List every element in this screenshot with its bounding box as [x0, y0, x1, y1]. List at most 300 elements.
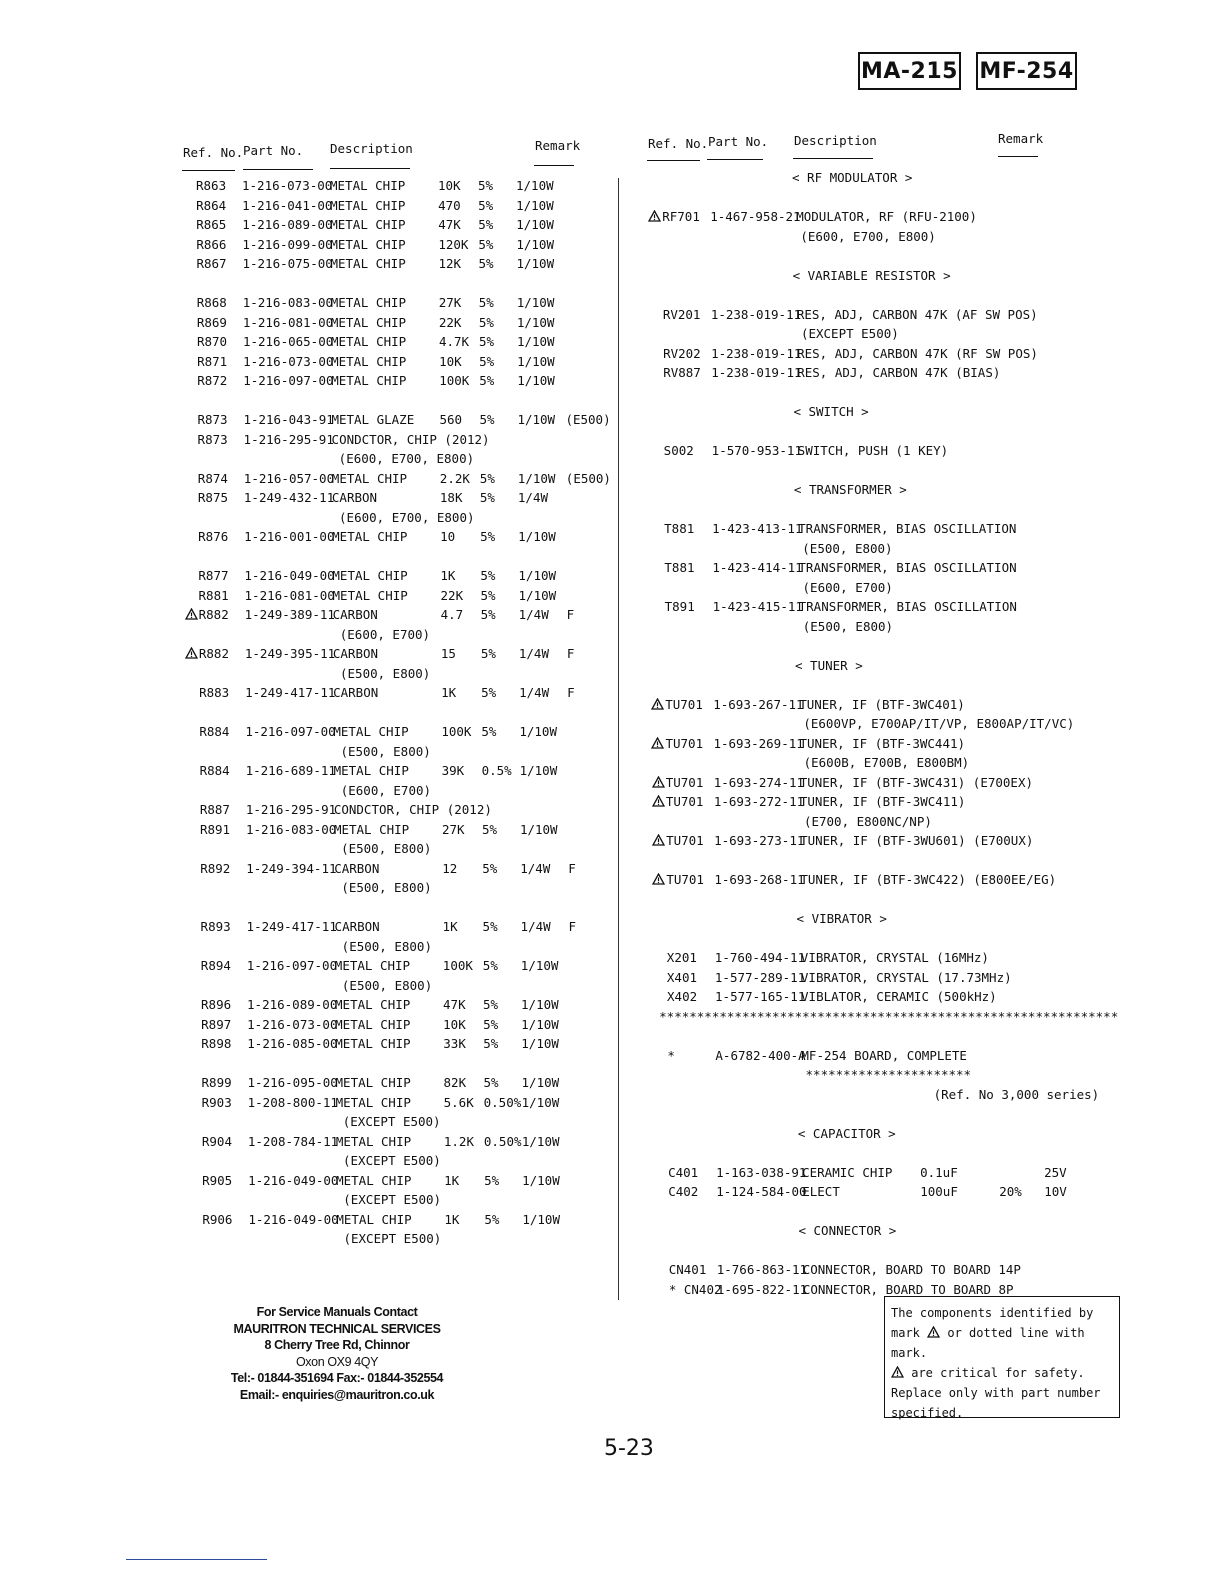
right-header-rule-part: [707, 159, 763, 160]
section-heading: [642, 480, 1082, 500]
safety-note-box: [884, 1296, 1120, 1418]
ref-no-text: TU701: [665, 696, 703, 712]
part-row: [645, 968, 1085, 988]
tolerance: 5%: [480, 646, 496, 661]
tolerance: 5%: [480, 587, 496, 603]
part-row: [645, 987, 1085, 1007]
safety-note-line-3: [891, 1363, 1113, 1383]
ref-no-text: RV201: [662, 306, 701, 322]
description: TUNER, IF (BTF-3WC431) (E700EX): [799, 774, 1034, 790]
part-no: 1-693-269-11: [713, 735, 804, 751]
tolerance: 5%: [480, 607, 496, 622]
ref-no-text: R905: [202, 1172, 233, 1188]
ref-no: [202, 1093, 232, 1113]
ref-no-text: R863: [196, 178, 227, 193]
ref-no-text: R874: [197, 470, 228, 486]
warning-triangle-icon: [652, 872, 666, 887]
description: MF-254 BOARD, COMPLETE: [801, 1047, 967, 1063]
description: METAL CHIP: [334, 958, 411, 973]
continuation-line: [183, 625, 613, 645]
part-row: [647, 1260, 1087, 1280]
part-row: [646, 1163, 1086, 1183]
ref-no-text: R866: [196, 236, 227, 252]
ref-no: [196, 196, 226, 216]
voltage: 10V: [1044, 1184, 1067, 1199]
part-no: 1-695-822-11: [716, 1281, 808, 1297]
ref-no-text: R864: [196, 197, 227, 213]
warning-triangle-icon: [185, 646, 199, 661]
ref-no-text: R893: [200, 919, 231, 934]
section-heading: [646, 1221, 1086, 1241]
value: 5.6K: [443, 1094, 474, 1110]
description: TRANSFORMER, BIAS OSCILLATION: [798, 521, 1017, 536]
ref-no: [198, 566, 228, 586]
warning-triangle-icon: [185, 607, 199, 622]
left-spacer: [180, 391, 610, 411]
power-rating: 1/10W: [521, 1133, 560, 1149]
part-row: [642, 519, 1082, 539]
part-row: [186, 1093, 616, 1113]
description: VIBLATOR, CERAMIC (500kHz): [801, 989, 997, 1004]
part-row: [180, 215, 610, 235]
part-no: 1-423-414-11: [712, 560, 803, 575]
description: CARBON: [334, 860, 380, 876]
power-rating: 1/10W: [518, 568, 557, 583]
power-rating: 1/10W: [516, 295, 555, 310]
value: 47K: [438, 217, 461, 232]
part-row: [182, 566, 612, 586]
part-row: [180, 235, 610, 255]
ref-no: [200, 761, 230, 781]
tolerance: 5%: [481, 685, 497, 700]
part-no: 1-249-417-11: [246, 919, 337, 934]
left-header-part-no: Part No.: [243, 143, 304, 158]
part-row: [183, 683, 613, 703]
power-rating: 1/10W: [516, 314, 555, 330]
safety-note-line-2: [891, 1323, 1113, 1363]
continuation-text: (E600, E700, E800): [338, 451, 475, 466]
continuation-line: [184, 878, 614, 898]
value: 1K: [444, 1211, 460, 1227]
description: METAL CHIP: [336, 1211, 412, 1227]
ref-no-text: *: [667, 1047, 675, 1063]
right-spacer: [640, 422, 1080, 442]
part-row: [180, 176, 610, 196]
column-divider: [618, 178, 619, 1300]
value: 1K: [441, 685, 457, 700]
ref-no: [651, 734, 703, 754]
contact-line-1: For Service Manuals Contact: [256, 1305, 418, 1319]
description: METAL CHIP: [330, 217, 406, 232]
ref-no-text: * CN402: [668, 1281, 722, 1297]
ref-no-text: X401: [666, 969, 698, 985]
part-row: [641, 344, 1081, 364]
part-no: 1-216-049-00: [248, 1172, 339, 1188]
contact-line-2: MAURITRON TECHNICAL SERVICES: [233, 1321, 441, 1336]
ref-no-text: R882: [198, 646, 229, 661]
section-heading-text: < SWITCH >: [793, 404, 869, 419]
description: METAL CHIP: [330, 314, 407, 330]
left-header-rule-remark: [534, 165, 574, 166]
continuation-text: (E500, E800): [340, 743, 431, 759]
separator-stars-text: *************************************************************: [659, 1008, 1119, 1024]
description: RES, ADJ, CARBON 47K (RF SW POS): [797, 345, 1038, 361]
tolerance: 0.50%: [483, 1094, 522, 1110]
description: CARBON: [332, 607, 378, 622]
value: 10K: [438, 178, 461, 193]
right-spacer: [640, 1026, 1080, 1046]
continuation-text: (E600B, E700B, E800BM): [803, 755, 970, 770]
power-rating: 1/10W: [518, 587, 557, 603]
description: CERAMIC CHIP: [802, 1164, 893, 1180]
description: METAL CHIP: [332, 587, 408, 603]
description: RES, ADJ, CARBON 47K (AF SW POS): [796, 306, 1038, 322]
part-no: 1-693-273-11: [714, 833, 805, 848]
part-no: 1-208-800-11: [247, 1094, 338, 1110]
section-heading: [641, 402, 1081, 422]
ref-no: [667, 987, 697, 1007]
part-no: 1-766-863-11: [716, 1262, 808, 1277]
part-no: 1-467-958-21: [710, 209, 801, 224]
section-heading-text: < VIBRATOR >: [796, 911, 887, 926]
power-rating: 1/10W: [517, 353, 555, 369]
description: VIBRATOR, CRYSTAL (16MHz): [800, 950, 989, 965]
tolerance: 5%: [482, 860, 498, 876]
ref-no-text: R884: [199, 763, 230, 778]
ref-no-text: TU701: [665, 735, 704, 751]
ref-no: [202, 1171, 232, 1191]
ref-no: [668, 1163, 698, 1183]
part-row: [183, 605, 613, 625]
ref-no: [198, 488, 228, 508]
tolerance: 5%: [482, 919, 498, 934]
safety-note-line-2b: or dotted line with mark.: [891, 1326, 1085, 1360]
part-row: [645, 948, 1085, 968]
section-heading: [640, 168, 1080, 188]
description: METAL CHIP: [335, 1133, 412, 1149]
left-parts-list: [180, 176, 610, 1249]
value: 1K: [440, 568, 456, 583]
ref-no: [200, 800, 230, 820]
continuation-text: (E500, E800): [341, 938, 432, 954]
power-rating: 1/10W: [516, 197, 554, 213]
part-no: 1-216-049-00: [244, 568, 335, 583]
part-row: [640, 207, 1080, 227]
ref-no-text: R882: [198, 607, 229, 622]
separator-stars: [645, 1007, 1119, 1027]
value: 82K: [443, 1075, 467, 1090]
ref-no-text: R875: [197, 490, 229, 505]
continuation-line: [184, 781, 614, 801]
description: TUNER, IF (BTF-3WC401): [799, 696, 965, 712]
continuation-text: (EXCEPT E500): [800, 326, 899, 341]
right-spacer: [640, 1104, 1080, 1124]
ref-no: [196, 176, 226, 196]
ref-no-text: X201: [666, 950, 697, 965]
description: TUNER, IF (BTF-3WC411): [799, 794, 966, 809]
power-rating: 1/10W: [521, 1036, 559, 1051]
part-row: [184, 859, 614, 879]
power-rating: 1/10W: [516, 236, 554, 252]
tolerance: 5%: [479, 490, 495, 505]
description: MODULATOR, RF (RFU-2100): [796, 209, 977, 224]
right-spacer: [640, 851, 1080, 871]
ref-no-text: TU701: [665, 774, 704, 790]
continuation-text: (E600, E700, E800): [800, 228, 936, 244]
ref-no-text: RV202: [663, 345, 701, 361]
section-heading-text: < VARIABLE RESISTOR >: [792, 267, 951, 283]
ref-no: [198, 527, 228, 547]
part-row: [645, 1046, 1085, 1066]
value: 560: [439, 412, 463, 427]
part-row: [181, 313, 611, 333]
power-rating: 1/10W: [516, 217, 554, 232]
contact-line-4: Oxon OX9 4QY: [295, 1354, 379, 1369]
contact-line-3: 8 Cherry Tree Rd, Chinnor: [264, 1338, 410, 1352]
tolerance: 5%: [484, 1172, 500, 1188]
continuation-text: (EXCEPT E500): [342, 1114, 441, 1129]
tolerance: 5%: [482, 958, 498, 973]
part-no: 1-238-019-11: [711, 365, 802, 380]
left-spacer: [180, 1054, 610, 1074]
continuation-line: [185, 937, 615, 957]
continuation-line: [186, 1151, 616, 1171]
ref-no-text: R883: [199, 685, 230, 700]
part-row: [186, 1132, 616, 1152]
remark: F: [567, 685, 575, 700]
ref-no: [197, 313, 227, 333]
ref-no: [185, 605, 229, 625]
ref-no: [197, 293, 227, 313]
right-header-description: Description: [794, 133, 877, 148]
part-no: 1-249-432-11: [243, 490, 335, 505]
value: 18K: [439, 490, 463, 505]
part-no: 1-238-019-11: [710, 306, 802, 322]
section-heading: [641, 266, 1081, 286]
description: METAL CHIP: [332, 568, 408, 583]
continuation-line: [182, 508, 612, 528]
ref-no: [201, 917, 231, 937]
description: METAL CHIP: [331, 353, 407, 369]
description: CONNECTOR, BOARD TO BOARD 14P: [802, 1262, 1021, 1277]
tolerance: 5%: [483, 1016, 499, 1032]
page-number: 5-23: [604, 1436, 654, 1461]
ref-no: [200, 859, 230, 879]
description: METAL CHIP: [330, 256, 406, 271]
safety-note-line-1: The components identified by: [891, 1306, 1094, 1320]
ref-no: [667, 968, 697, 988]
tolerance: 5%: [479, 373, 495, 388]
ref-no-text: R870: [196, 334, 228, 349]
power-rating: 1/10W: [521, 1094, 560, 1110]
series-note-text: (Ref. No 3,000 series): [933, 1086, 1100, 1102]
part-row: [643, 734, 1083, 754]
bottom-rule: [126, 1559, 267, 1560]
right-spacer: [640, 890, 1080, 910]
tolerance: 5%: [479, 353, 495, 369]
part-row: [184, 761, 614, 781]
remark: F: [568, 860, 576, 876]
part-row: [182, 488, 612, 508]
part-row: [186, 1171, 616, 1191]
description: METAL CHIP: [330, 197, 406, 213]
part-no: 1-216-057-00: [243, 470, 335, 486]
part-no: 1-216-295-91: [245, 802, 337, 817]
tolerance: 5%: [478, 236, 494, 252]
part-row: [644, 773, 1084, 793]
section-heading-text: < CONNECTOR >: [798, 1223, 897, 1238]
part-no: 1-216-295-91: [243, 431, 334, 447]
continuation-text: (E500, E800): [802, 540, 893, 556]
tolerance: 5%: [481, 821, 498, 837]
description: TRANSFORMER, BIAS OSCILLATION: [798, 560, 1017, 575]
tolerance: 5%: [478, 256, 494, 271]
ref-no: [200, 820, 230, 840]
continuation-text: (E600, E700): [340, 782, 432, 798]
part-no: 1-693-274-11: [713, 774, 805, 790]
value: 22K: [440, 587, 464, 603]
tolerance: 0.50%: [483, 1133, 522, 1149]
part-row: [184, 800, 614, 820]
description: METAL CHIP: [331, 373, 407, 388]
description: TUNER, IF (BTF-3WU601) (E700UX): [800, 833, 1034, 848]
description: METAL CHIP: [336, 1172, 412, 1188]
left-header-rule-part: [243, 169, 313, 170]
ref-no-text: C401: [668, 1164, 699, 1180]
tolerance: 5%: [484, 1211, 500, 1227]
ref-no-text: R884: [199, 724, 230, 739]
safety-note-line-3-text: are critical for safety.: [911, 1366, 1085, 1380]
ref-no: [663, 363, 701, 383]
part-row: [183, 586, 613, 606]
value: 4.7: [440, 607, 464, 622]
tolerance: 5%: [480, 529, 496, 544]
ref-no-text: R896: [201, 997, 232, 1012]
power-rating: 1/10W: [522, 1211, 560, 1227]
part-row: [182, 469, 612, 489]
part-row: [182, 527, 612, 547]
continuation-text: (E500, E800): [341, 977, 433, 993]
value: 1K: [444, 1172, 460, 1188]
part-no: 1-216-065-00: [242, 334, 334, 349]
description: METAL CHIP: [335, 1036, 411, 1051]
part-no: 1-216-085-00: [247, 1036, 338, 1051]
right-spacer: [640, 675, 1080, 695]
part-no: 1-208-784-11: [247, 1133, 339, 1149]
ref-no: [652, 792, 704, 812]
continuation-line: [643, 578, 1083, 598]
ref-no-text: R894: [200, 958, 231, 973]
part-no: 1-577-165-11: [715, 989, 806, 1004]
continuation-line: [642, 539, 1082, 559]
ref-no-text: C402: [668, 1184, 699, 1199]
power-rating: 1/10W: [516, 256, 555, 271]
part-no: 1-423-413-11: [712, 521, 803, 536]
warning-triangle-icon: [891, 1366, 904, 1378]
tolerance: 5%: [478, 295, 494, 310]
continuation-line: [641, 324, 1081, 344]
ref-no: [197, 371, 227, 391]
part-row: [643, 597, 1083, 617]
ref-no-text: T891: [664, 599, 695, 614]
right-spacer: [640, 246, 1080, 266]
safety-note-line-2a: mark: [891, 1326, 920, 1340]
left-spacer: [180, 547, 610, 567]
part-no: 1-216-089-00: [247, 997, 338, 1012]
tolerance: 5%: [483, 1036, 499, 1051]
ref-no: [668, 1182, 698, 1202]
part-row: [642, 441, 1082, 461]
part-row: [642, 558, 1082, 578]
value: 0.1uF: [920, 1164, 958, 1180]
description: METAL GLAZE: [331, 412, 415, 427]
section-heading-text: < CAPACITOR >: [797, 1125, 896, 1141]
part-no: 1-693-268-11: [714, 872, 805, 887]
description: METAL CHIP: [333, 821, 410, 837]
description: METAL CHIP: [330, 236, 406, 252]
description: CARBON: [334, 919, 380, 934]
part-no: 1-216-075-00: [242, 256, 333, 271]
tolerance: 5%: [480, 568, 496, 583]
part-row: [181, 293, 611, 313]
value: 1K: [442, 919, 458, 934]
left-header-rule-desc: [330, 168, 410, 169]
continuation-line: [182, 449, 612, 469]
part-row: [180, 196, 610, 216]
model-box-ma215: MA-215: [858, 52, 961, 90]
right-spacer: [640, 1143, 1080, 1163]
right-header-part-no: Part No.: [708, 134, 769, 149]
part-row: [183, 644, 613, 664]
description: TUNER, IF (BTF-3WC441): [799, 735, 966, 751]
left-spacer: [180, 274, 610, 294]
warning-triangle-icon: [648, 209, 662, 224]
warning-triangle-icon: [652, 794, 666, 809]
power-rating: 1/4W: [517, 490, 549, 505]
description: METAL CHIP: [335, 997, 411, 1012]
ref-no-text: T881: [664, 560, 695, 575]
part-no: 1-238-019-11: [711, 345, 802, 361]
part-no: 1-249-417-11: [245, 685, 336, 700]
description: CARBON: [331, 490, 378, 505]
part-no: A-6782-400-A: [715, 1047, 806, 1063]
value: 27K: [438, 295, 462, 310]
ref-no-text: R865: [196, 217, 227, 232]
ref-no: [199, 683, 229, 703]
part-row: [181, 410, 611, 430]
ref-no-text: TU701: [666, 872, 704, 887]
tolerance: 0.5%: [481, 763, 512, 778]
value: 27K: [441, 821, 465, 837]
description: CONNECTOR, BOARD TO BOARD 8P: [802, 1281, 1014, 1297]
continuation-text: (E500, E800): [341, 841, 432, 856]
power-rating: 1/10W: [519, 821, 558, 837]
tolerance: 5%: [483, 1075, 499, 1090]
description: RES, ADJ, CARBON 47K (BIAS): [797, 365, 1001, 380]
ref-no: [199, 722, 229, 742]
value: 12K: [438, 256, 462, 271]
ref-no: [196, 215, 226, 235]
value: 15: [440, 646, 456, 661]
value: 2.2K: [439, 470, 470, 486]
ref-no: [669, 1280, 722, 1300]
tolerance: 5%: [481, 724, 497, 739]
description: METAL CHIP: [335, 1075, 411, 1090]
ref-no: [652, 831, 704, 851]
safety-note-line-4: Replace only with part number: [891, 1386, 1101, 1400]
warning-triangle-icon: [927, 1326, 940, 1338]
value: 12: [442, 860, 458, 876]
